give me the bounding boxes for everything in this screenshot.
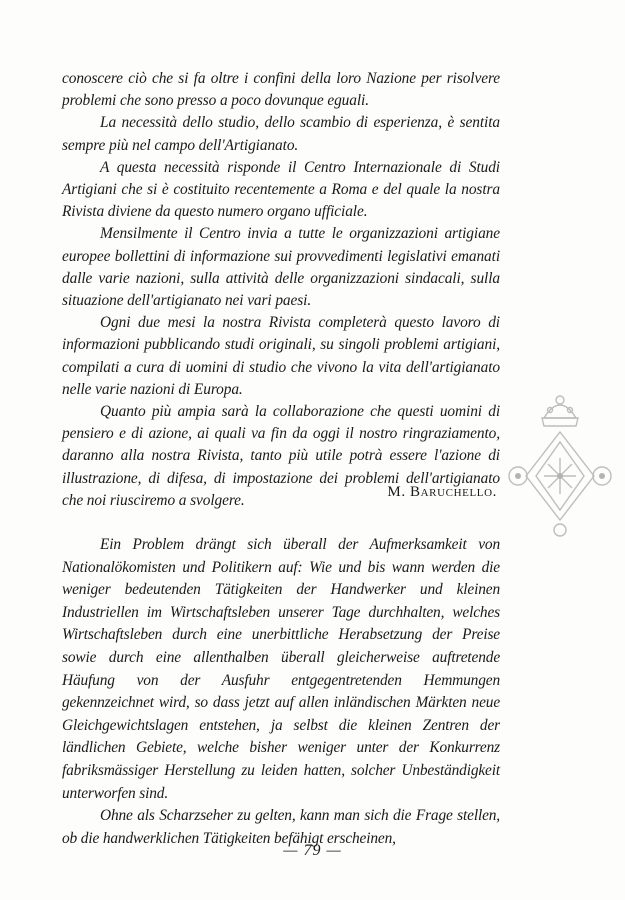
paragraph: Ohne als Scharzseher zu gelten, kann man sich die Frage stellen, ob die handwerklichen Tätigkeiten befähigt erscheinen, [62, 807, 500, 847]
paragraph: Mensilmente il Centro invia a tutte le organizzazioni artigiane europee bollettini di informazione sui provvedimenti legislativi emanati dalle varie nazioni, sulla attività delle organizzazioni sindacali, sulla situazione dell'artigianato nei vari paesi. [62, 225, 500, 310]
german-text-block [62, 534, 500, 850]
paragraph: Ogni due mesi la nostra Rivista completerà questo lavoro di informazioni pubblicando studi originali, su singoli problemi artigiani, compilati a cura di uomini di studio che vivono la vita dell'artigianato nelle varie nazioni di Europa. [62, 314, 500, 398]
paragraph: Ein Problem drängt sich überall der Aufmerksamkeit von Nationalökomisten und Politikern auf: Wie und bis wann werden die weniger bedeutenden Tätigkeiten der Handwerker und kleinen Industriellen im Wirtschaftsleben unserer Tage durchhalten, welches Wirtschaftsleben durch eine unerbittliche Herabsetzung der Preise sowie durch eine allenthalben überall gleicherweise auftretende Häufung von der Ausfuhr entgegentretenden Hemmungen gekennzeichnet wird, so dass jetzt auf allen inländischen Märkten neue Gleichgewichtslagen entstehen, ja selbst die kleinen Zentren der ländlichen Gebiete, welche bisher weniger unter der Konkurrenz fabriksmässiger Herstellung zu leiden hatten, solcher Unbeständigkeit unterworfen sind. [62, 536, 500, 802]
paragraph: conoscere ciò che si fa oltre i confini della loro Nazione per risolvere problemi che sono presso a poco dovunque eguali. [62, 70, 500, 110]
author-signature: M. Baruchello. [387, 484, 497, 500]
paragraph: A questa necessità risponde il Centro Internazionale di Studi Artigiani che si è costituito recentemente a Roma e del quale la nostra Rivista diviene da questo numero organo ufficiale. [62, 158, 500, 221]
paragraph: Quanto più ampia sarà la collaborazione che questi uomini di pensiero e di azione, ai quali va fin da oggi il nostro ringraziamento, daranno alla nostra Rivista, tanto più utile potrà essere l'azione di illustrazione, di difesa, di impostazione dei problemi dell'artigianato che noi riusciremo a svolgere. [62, 403, 500, 509]
page-number: — 79 — [283, 842, 342, 859]
italian-text-block [62, 68, 500, 512]
crest-emblem-icon [504, 388, 616, 538]
paragraph: La necessità dello studio, dello scambio di esperienza, è sentita sempre più nel campo dell'Artigianato. [62, 114, 500, 154]
